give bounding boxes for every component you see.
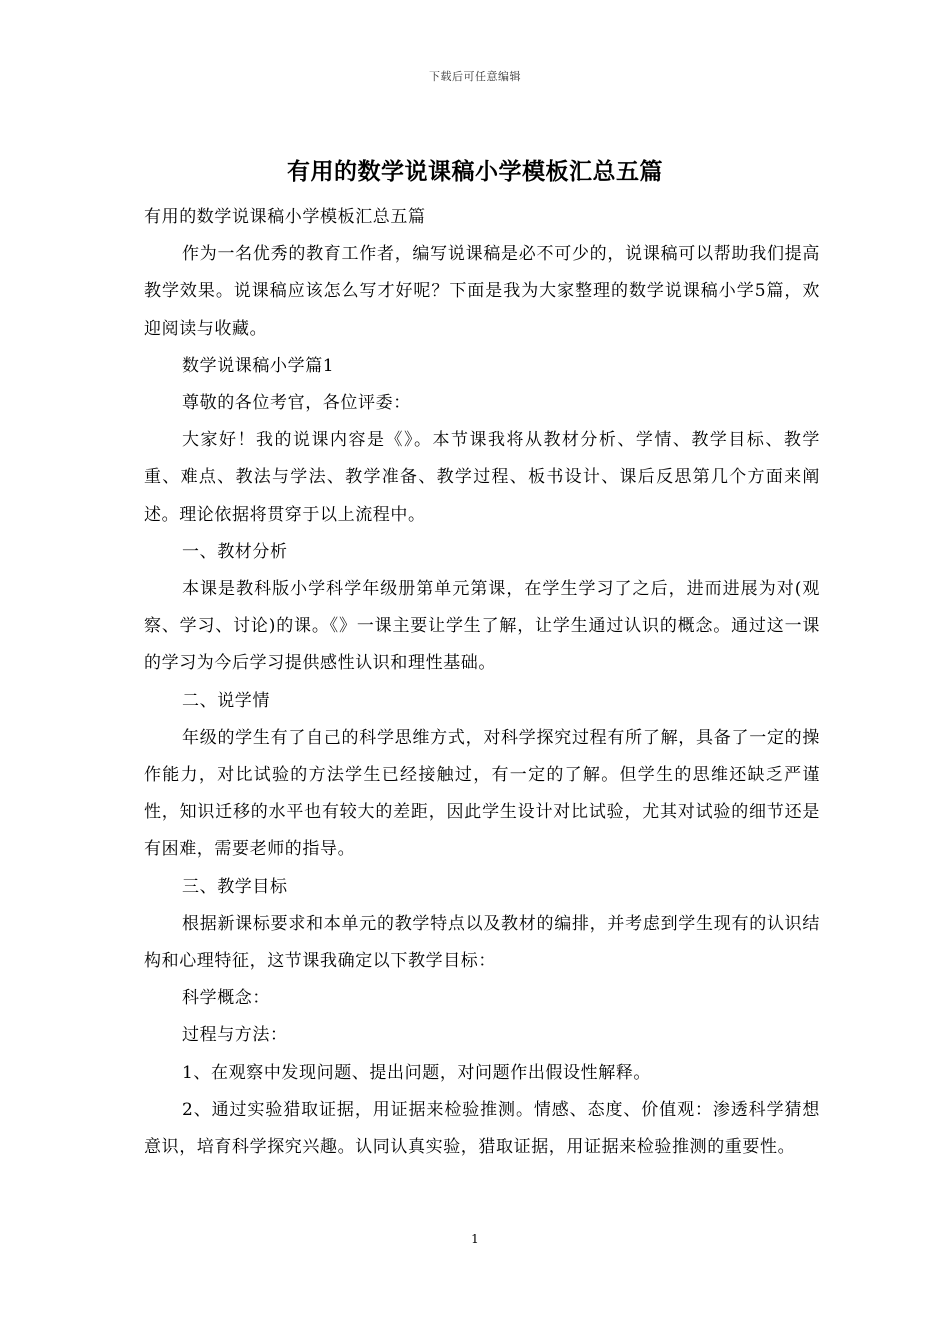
body-paragraph: 本课是教科版小学科学年级册第单元第课，在学生学习了之后，进而进展为对(观察、学习、讨论)的课。《》一课主要让学生了解，让学生通过认识的概念。通过这一课的学习为今后学习提供感性认识和理性基础。 <box>144 579 820 674</box>
section-heading: 二、说学情 <box>182 690 270 711</box>
section-heading: 三、教学目标 <box>182 876 288 897</box>
section-heading: 数学说课稿小学篇1 <box>182 355 335 376</box>
subtitle-paragraph: 有用的数学说课稿小学模板汇总五篇 <box>144 207 426 227</box>
body-paragraph: 根据新课标要求和本单元的教学特点以及教材的编排，并考虑到学生现有的认识结构和心理特征，这节课我确定以下教学目标： <box>144 913 820 972</box>
greeting-paragraph: 尊敬的各位考官，各位评委： <box>182 393 411 414</box>
intro-paragraph: 作为一名优秀的教育工作者，编写说课稿是必不可少的，说课稿可以帮助我们提高教学效果。说课稿应该怎么写才好呢？下面是我为大家整理的数学说课稿小学5篇，欢迎阅读与收藏。 <box>144 244 820 339</box>
header-note: 下载后可任意编辑 <box>429 70 521 83</box>
subheading: 过程与方法： <box>182 1025 288 1046</box>
list-item: 2、通过实验猎取证据，用证据来检验推测。情感、态度、价值观：渗透科学猜想意识，培育科学探究兴趣。认同认真实验，猎取证据，用证据来检验推测的重要性。 <box>144 1099 820 1158</box>
section-heading: 一、教材分析 <box>182 541 288 562</box>
page-number: 1 <box>471 1232 479 1246</box>
body-paragraph: 大家好！我的说课内容是《》。本节课我将从教材分析、学情、教学目标、教学重、难点、教法与学法、教学准备、教学过程、板书设计、课后反思第几个方面来阐述。理论依据将贯穿于以上流程中。 <box>144 430 820 525</box>
list-item: 1、在观察中发现问题、提出问题，对问题作出假设性解释。 <box>182 1062 652 1083</box>
document-title: 有用的数学说课稿小学模板汇总五篇 <box>287 158 663 185</box>
document-body <box>144 199 820 1166</box>
subheading: 科学概念： <box>182 988 270 1009</box>
body-paragraph: 年级的学生有了自己的科学思维方式，对科学探究过程有所了解，具备了一定的操作能力，对比试验的方法学生已经接触过，有一定的了解。但学生的思维还缺乏严谨性，知识迁移的水平也有较大的差距，因此学生设计对比试验，尤其对试验的细节还是有困难，需要老师的指导。 <box>144 727 820 860</box>
